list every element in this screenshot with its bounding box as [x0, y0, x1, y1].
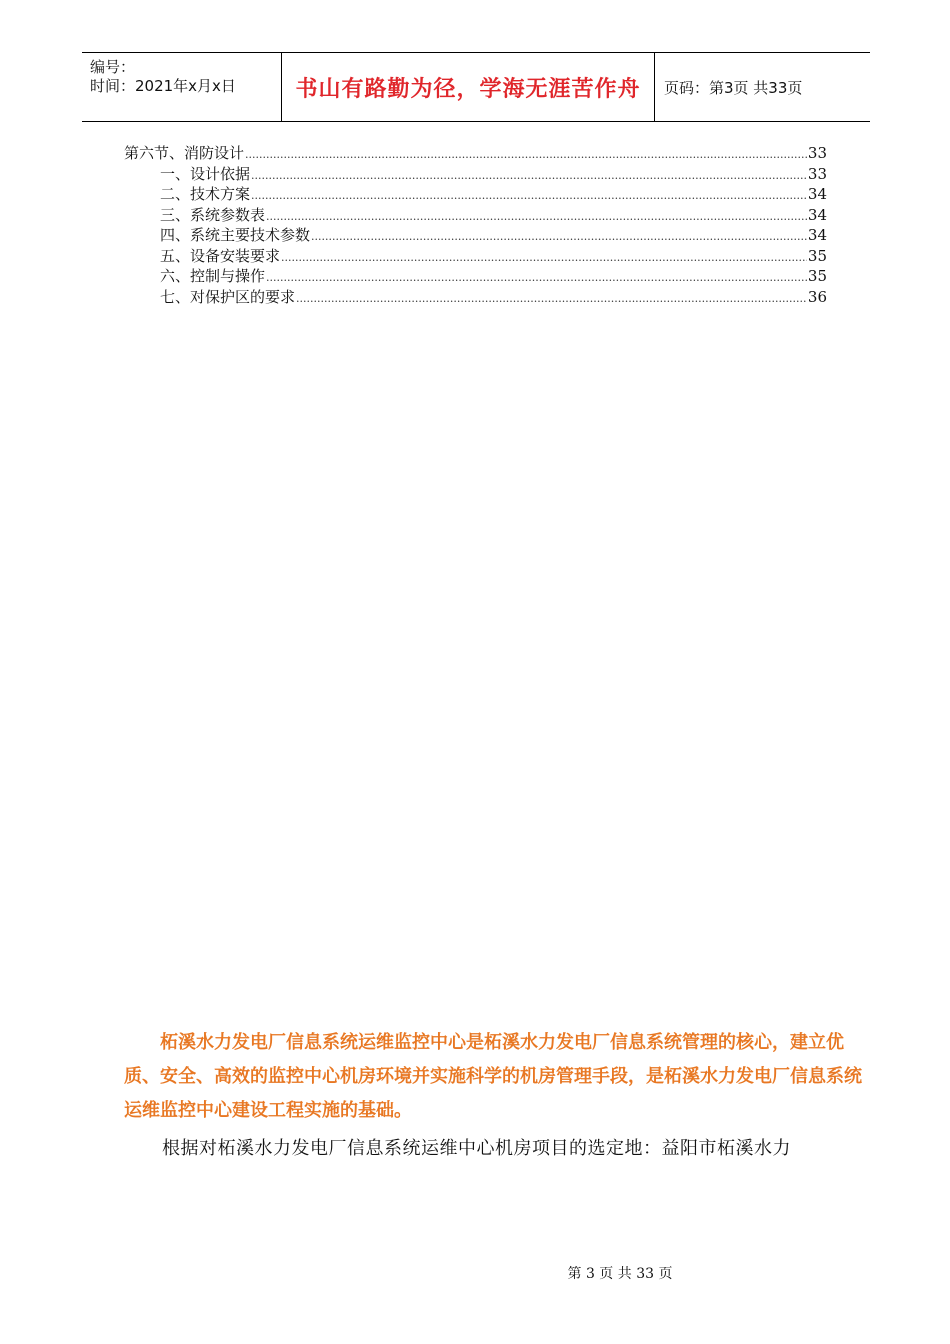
- toc-entry-title: 五、设备安装要求: [160, 246, 281, 265]
- toc-leader-dots: [311, 227, 807, 248]
- toc-entry[interactable]: [124, 184, 827, 205]
- toc-entry[interactable]: [124, 266, 827, 287]
- toc-entry-page: 34: [807, 185, 827, 203]
- toc-entry-title: 六、控制与操作: [160, 267, 266, 285]
- toc-entry-page: 33: [807, 164, 827, 183]
- toc-leader-dots: [266, 207, 807, 228]
- document-code-label: 编号：: [90, 58, 136, 76]
- toc-entry[interactable]: [124, 246, 827, 267]
- toc-entry[interactable]: [124, 205, 827, 226]
- toc-entry-page: 33: [807, 144, 827, 162]
- toc-leader-dots: [296, 289, 807, 310]
- toc-entry[interactable]: [124, 287, 827, 308]
- toc-entry-page: 35: [807, 246, 827, 265]
- toc-entry-title: 一、设计依据: [160, 164, 251, 183]
- toc-leader-dots: [245, 145, 807, 166]
- header-page-info: 页码：第3页 共33页: [664, 78, 803, 97]
- toc-leader-dots: [251, 186, 807, 207]
- document-date: 时间：2021年x月x日: [90, 77, 236, 95]
- toc-entry-title: 二、技术方案: [160, 185, 251, 203]
- header-motto: 书山有路勤为径，学海无涯苦作舟: [295, 76, 641, 102]
- toc-entry-title: 七、对保护区的要求: [160, 287, 296, 306]
- body-paragraph: 根据对柘溪水力发电厂信息系统运维中心机房项目的选定地：益阳市柘溪水力: [162, 1138, 791, 1159]
- toc-entry-title: 第六节、消防设计: [124, 144, 245, 162]
- toc-entry[interactable]: [124, 143, 827, 164]
- toc-entry-title: 四、系统主要技术参数: [160, 226, 311, 244]
- toc-entry-title: 三、系统参数表: [160, 205, 266, 224]
- toc-entry[interactable]: [124, 164, 827, 185]
- toc-entry-page: 36: [807, 287, 827, 306]
- page-header: [82, 52, 870, 122]
- emphasis-paragraph: 柘溪水力发电厂信息系统运维监控中心是柘溪水力发电厂信息系统管理的核心，建立优质、安全、高效的监控中心机房环境并实施科学的机房管理手段，是柘溪水力发电厂信息系统运维监控中心建设工程实施的基础。: [124, 1032, 862, 1121]
- toc-leader-dots: [251, 166, 807, 187]
- toc-leader-dots: [281, 248, 807, 269]
- header-page-cell: [655, 53, 870, 121]
- toc-entry-page: 34: [807, 226, 827, 244]
- header-meta-cell: [82, 53, 282, 121]
- toc-entry-page: 35: [807, 267, 827, 285]
- header-motto-cell: [282, 53, 655, 121]
- table-of-contents: [124, 143, 827, 307]
- toc-entry[interactable]: [124, 225, 827, 246]
- toc-entry-page: 34: [807, 205, 827, 224]
- page-footer: 第 3 页 共 33 页: [567, 1266, 673, 1282]
- toc-leader-dots: [266, 268, 807, 289]
